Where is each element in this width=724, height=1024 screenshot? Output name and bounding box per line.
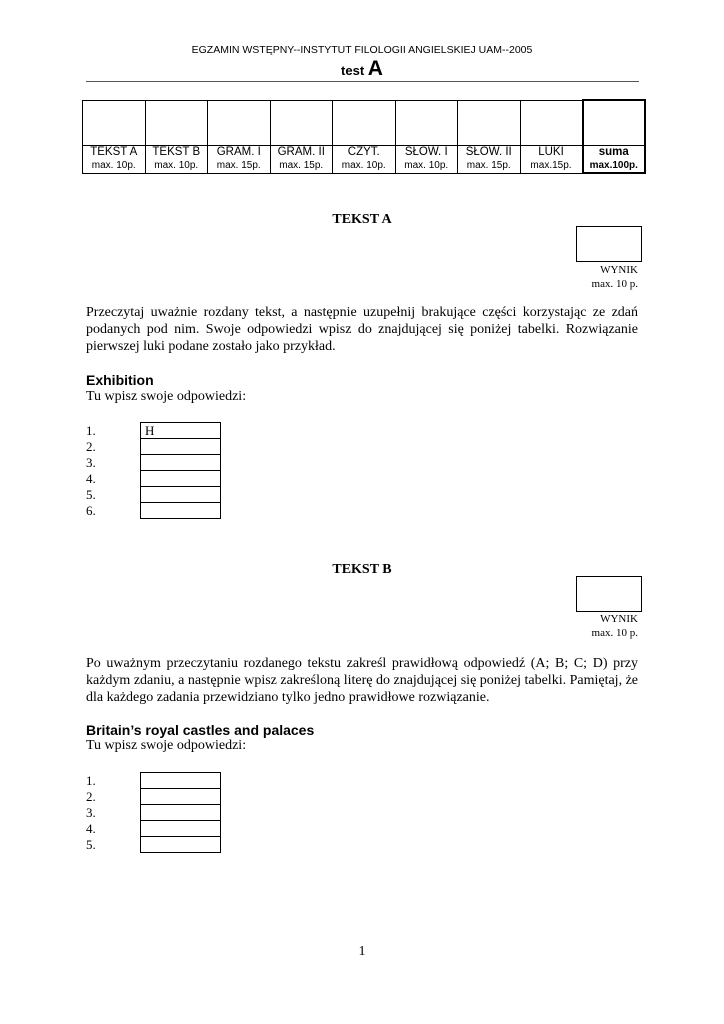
- score-max: max. 10p.: [395, 159, 458, 173]
- score-label: GRAM. II: [270, 146, 333, 160]
- page-number: 1: [358, 944, 366, 959]
- score-cell-gram-1[interactable]: [208, 100, 271, 146]
- score-max: max. 10p.: [83, 159, 146, 173]
- section-a-answer-prompt: Tu wpisz swoje odpowiedzi:: [86, 389, 247, 404]
- test-letter: A: [367, 57, 383, 80]
- score-cell-tekst-b[interactable]: [145, 100, 208, 146]
- section-b-instructions: Po uważnym przeczytaniu rozdanego tekstu zakreśl prawidłową odpowiedź (A; B; C; D) przy każdym zdaniu, a następnie wpisz zakreśloną literę do znajdującej się poniżej tabelki. Pamiętaj, że dla każdego zadania przewidziano tylko jedno prawidłowe rozwiązanie.: [86, 656, 639, 705]
- section-b-title: TEKST B: [332, 562, 392, 577]
- section-a-answer-table: [140, 422, 221, 519]
- section-a-numbers: [86, 423, 96, 519]
- answer-cell[interactable]: [141, 821, 221, 837]
- answer-cell[interactable]: [141, 471, 221, 487]
- answer-number: 4.: [86, 821, 96, 836]
- wynik-max: max. 10 p.: [591, 627, 638, 639]
- score-max: max. 15p.: [208, 159, 271, 173]
- answer-number: 2.: [86, 789, 96, 804]
- score-max: max. 15p.: [458, 159, 521, 173]
- score-cell-slow-2[interactable]: [458, 100, 521, 146]
- section-a-instructions: Przeczytaj uważnie rozdany tekst, a następnie uzupełnij brakujące części korzystając ze zdań podanych pod nim. Swoje odpowiedzi wpisz do znajdującej się poniżej tabelki. Rozwiązanie pierwszej luki podane zostało jako przykład.: [86, 305, 638, 354]
- header-divider: [86, 81, 639, 82]
- score-label: TEKST B: [145, 146, 208, 160]
- answer-cell[interactable]: [141, 503, 221, 519]
- answer-cell[interactable]: [141, 455, 221, 471]
- answer-number: 1.: [86, 773, 96, 788]
- answer-number: 5.: [86, 837, 96, 852]
- score-label: LUKI: [520, 146, 583, 160]
- score-label: GRAM. I: [208, 146, 271, 160]
- score-cell-czyt[interactable]: [333, 100, 396, 146]
- wynik-label: WYNIK: [600, 264, 638, 276]
- test-version: [0, 57, 724, 81]
- score-cell-gram-2[interactable]: [270, 100, 333, 146]
- section-b-answer-table: [140, 772, 221, 853]
- section-a-title: TEKST A: [332, 212, 392, 227]
- answer-number: 5.: [86, 487, 96, 502]
- section-a-wynik: [592, 263, 638, 291]
- score-table: [82, 99, 646, 174]
- section-b-score-box[interactable]: [576, 576, 642, 612]
- score-max: max. 10p.: [333, 159, 396, 173]
- score-max: max. 15p.: [270, 159, 333, 173]
- answer-number: 3.: [86, 805, 96, 820]
- wynik-max: max. 10 p.: [591, 278, 638, 290]
- answer-cell[interactable]: [141, 439, 221, 455]
- section-a-heading: Exhibition: [86, 372, 154, 388]
- score-label: TEKST A: [83, 146, 146, 160]
- wynik-label: WYNIK: [600, 613, 638, 625]
- answer-number: 6.: [86, 503, 96, 518]
- section-b-numbers: [86, 773, 96, 853]
- exam-header: EGZAMIN WSTĘPNY--INSTYTUT FILOLOGII ANGIELSKIEJ UAM--2005: [191, 44, 533, 56]
- answer-cell[interactable]: H: [141, 423, 221, 439]
- score-max: max. 10p.: [145, 159, 208, 173]
- answer-cell[interactable]: [141, 805, 221, 821]
- answer-cell[interactable]: [141, 789, 221, 805]
- answer-cell[interactable]: [141, 837, 221, 853]
- answer-number: 2.: [86, 439, 96, 454]
- score-label: CZYT.: [333, 146, 396, 160]
- answer-cell[interactable]: [141, 773, 221, 789]
- answer-cell[interactable]: [141, 487, 221, 503]
- section-a-score-box[interactable]: [576, 226, 642, 262]
- score-cell-luki[interactable]: [520, 100, 583, 146]
- answer-number: 1.: [86, 423, 96, 438]
- score-label: SŁOW. II: [458, 146, 521, 160]
- section-b-heading: Britain’s royal castles and palaces: [86, 722, 315, 738]
- score-cell-slow-1[interactable]: [395, 100, 458, 146]
- score-cell-tekst-a[interactable]: [83, 100, 146, 146]
- score-cell-suma[interactable]: [583, 100, 646, 146]
- score-label: SŁOW. I: [395, 146, 458, 160]
- score-max-suma: max.100p.: [583, 159, 646, 173]
- section-b-wynik: [592, 612, 638, 640]
- test-label: test: [341, 63, 365, 78]
- score-label-suma: suma: [583, 146, 646, 160]
- answer-number: 3.: [86, 455, 96, 470]
- answer-number: 4.: [86, 471, 96, 486]
- score-max: max.15p.: [520, 159, 583, 173]
- section-b-answer-prompt: Tu wpisz swoje odpowiedzi:: [86, 738, 247, 753]
